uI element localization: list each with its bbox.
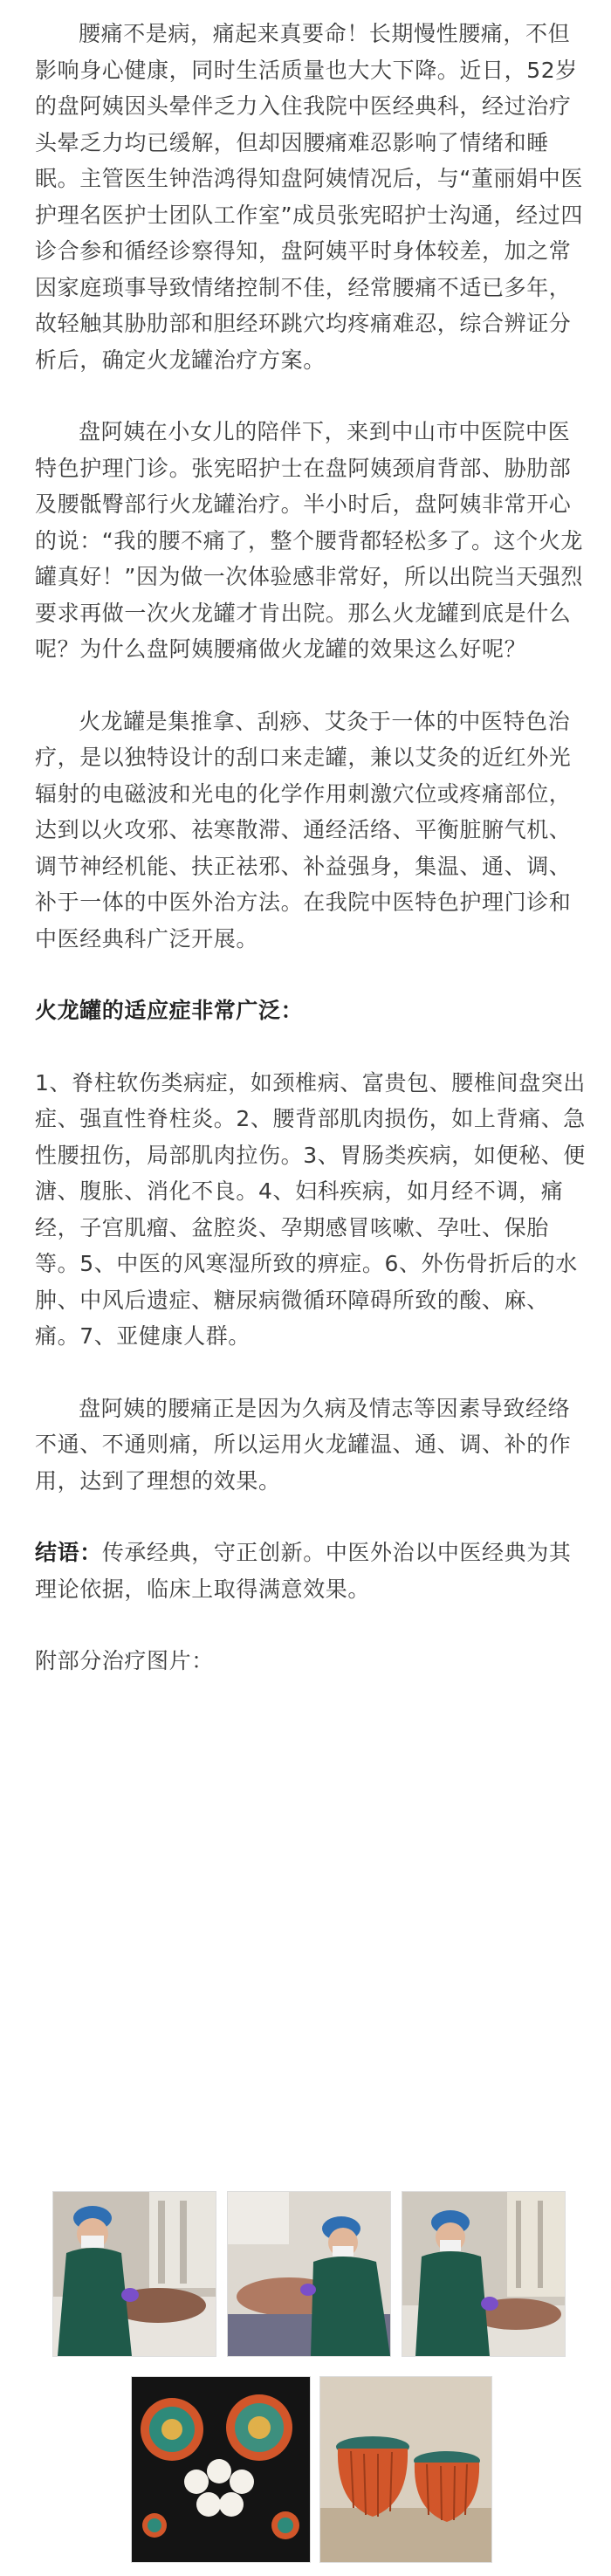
spacer xyxy=(35,378,587,414)
conclusion-paragraph xyxy=(35,1535,587,1607)
fire-dragon-jar-photo-1 xyxy=(131,2376,311,2563)
spacer xyxy=(35,1607,587,1643)
treatment-photo-grid xyxy=(52,2191,567,2566)
indications-heading: 火龙罐的适应症非常广泛： xyxy=(35,998,304,1023)
treatment-photo-1 xyxy=(52,2191,216,2357)
conclusion-text: 传承经典，守正创新。中医外治以中医经典为其理论依据，临床上取得满意效果。 xyxy=(35,1540,572,1602)
intro-paragraph: 腰痛不是病，痛起来真要命！长期慢性腰痛，不但影响身心健康，同时生活质量也大大下降。近日，52岁的盘阿姨因头晕伴乏力入住我院中医经典科，经过治疗头晕乏力均已缓解，但却因腰痛难忍影响了情绪和睡眠。主管医生钟浩鸿得知盘阿姨情况后，与“董丽娟中医护理名医护士团队工作室”成员张宪昭护士沟通，经过四诊合参和循经诊察得知，盘阿姨平时身体较差，加之常因家庭琐事导致情绪控制不佳，经常腰痛不适已多年，故轻触其胁肋部和胆经环跳穴均疼痛难忍，综合辨证分析后，确定火龙罐治疗方案。 xyxy=(35,21,583,373)
photos-caption: 附部分治疗图片： xyxy=(35,1648,214,1673)
treatment-paragraph: 盘阿姨在小女儿的陪伴下，来到中山市中医院中医特色护理门诊。张宪昭护士在盘阿姨颈肩背部、胁肋部及腰骶臀部行火龙罐治疗。半小时后，盘阿姨非常开心的说：“我的腰不痛了，整个腰背都轻松多了。这个火龙罐真好！”因为做一次体验感非常好，所以出院当天强烈要求再做一次火龙罐才肯出院。那么火龙罐到底是什么呢？为什么盘阿姨腰痛做火龙罐的效果这么好呢？ xyxy=(35,419,583,662)
indications-list: 1、脊柱软伤类病症，如颈椎病、富贵包、腰椎间盘突出症、强直性脊柱炎。2、腰背部肌肉损伤，如上背痛、急性腰扭伤，局部肌肉拉伤。3、胃肠类疾病，如便秘、便溏、腹胀、消化不良。4、妇科疾病，如月经不调，痛经，子宫肌瘤、盆腔炎、孕期感冒咳嗽、孕吐、保胎等。5、中医的风寒湿所致的痹症。6、外伤骨折后的水肿、中风后遗症、糖尿病微循环障碍所致的酸、麻、痛。7、亚健康人群。 xyxy=(35,1069,586,1349)
spacer xyxy=(35,1029,587,1065)
treatment-photo-2 xyxy=(227,2191,391,2357)
treatment-photo-3 xyxy=(402,2191,566,2357)
spacer xyxy=(35,957,587,993)
spacer xyxy=(35,1355,587,1391)
fire-dragon-jar-photo-2 xyxy=(319,2376,492,2563)
spacer xyxy=(35,668,587,704)
summary-paragraph: 盘阿姨的腰痛正是因为久病及情志等因素导致经络不通、不通则痛，所以运用火龙罐温、通、调、补的作用，达到了理想的效果。 xyxy=(35,1395,572,1494)
conclusion-label: 结语： xyxy=(35,1540,102,1565)
definition-paragraph: 火龙罐是集推拿、刮痧、艾灸于一体的中医特色治疗，是以独特设计的刮口来走罐，兼以艾灸的近红外光辐射的电磁波和光电的化学作用刺激穴位或疼痛部位，达到以火攻邪、祛寒散滞、通经活络、平衡脏腑气机、调节神经机能、扶正祛邪、补益强身，集温、通、调、补于一体的中医外治方法。在我院中医特色护理门诊和中医经典科广泛开展。 xyxy=(35,708,572,951)
spacer xyxy=(35,1499,587,1535)
